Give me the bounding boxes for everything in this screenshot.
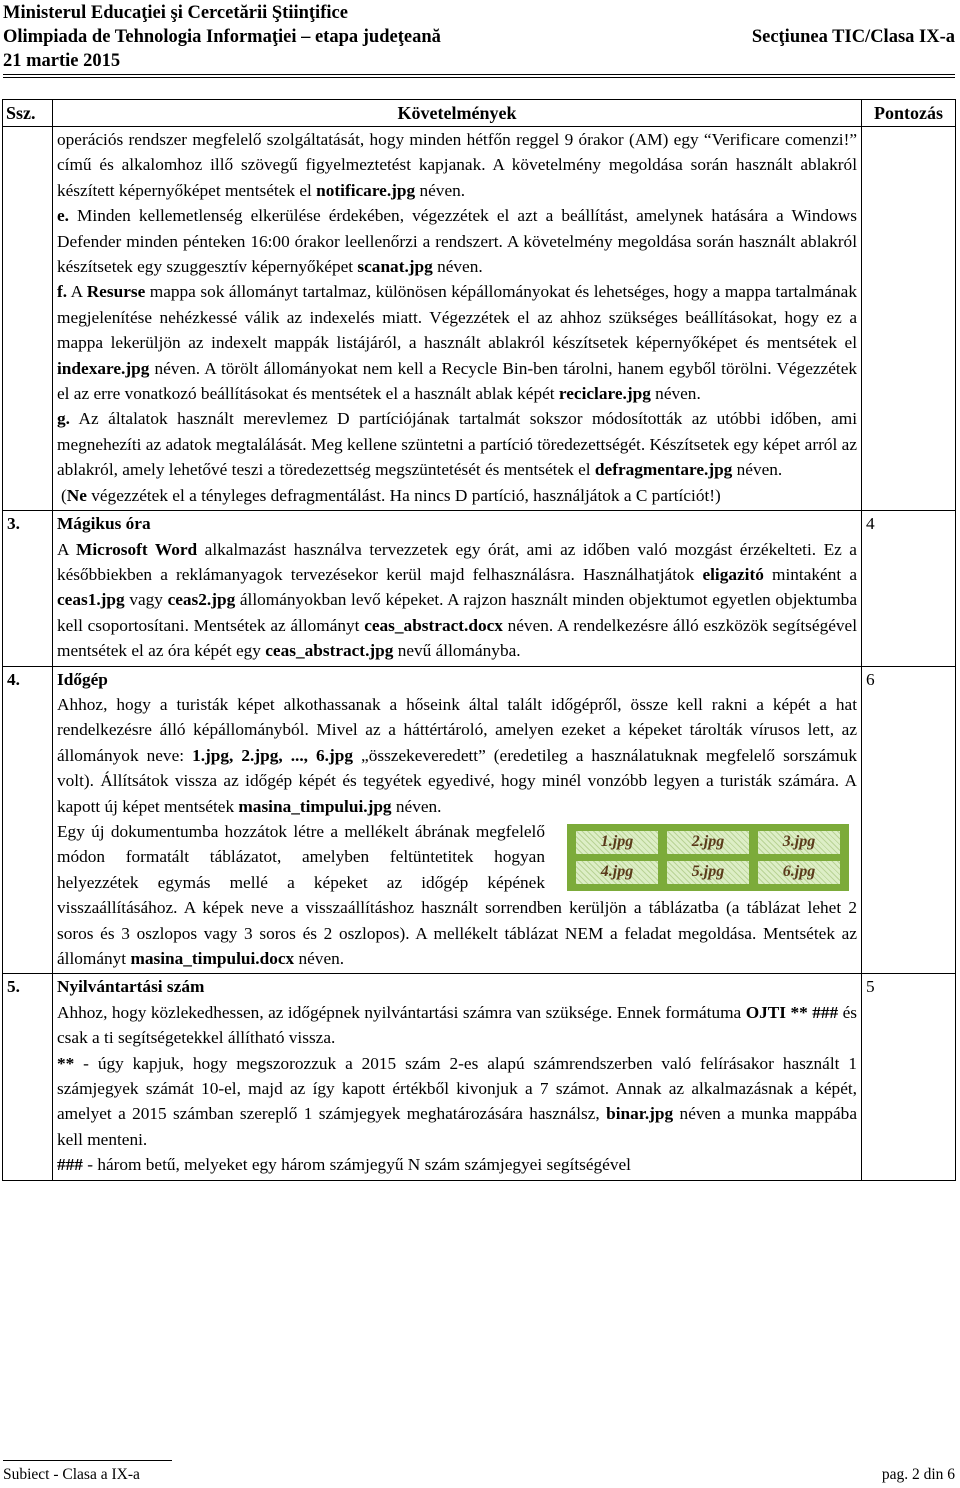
- table-row-task-5: [3, 974, 956, 1180]
- paragraph-note: (Ne végezzétek el a tényleges defragmentálást. Ha nincs D partíció, használjátok a C partíciót!): [61, 485, 721, 505]
- paragraph-d-continued: operációs rendszer megfelelő szolgáltatását, hogy minden hétfőn reggel 9 órakor (AM) egy “Verificare comenzi!” című és alkalomhoz illő szövegű figyelmeztetést kapjanak. A követelmény megoldása során használt ablakról készített képernyőképet mentsétek el notificare.jpg néven.: [57, 130, 857, 200]
- task-number: 5.: [3, 974, 53, 1180]
- filename: reciclare.jpg: [558, 384, 651, 404]
- requirements-cell: [53, 666, 862, 974]
- image-order-row: [576, 861, 840, 884]
- task-number: 4.: [3, 666, 53, 974]
- filename: scanat.jpg: [357, 257, 433, 277]
- footer-page-number: pag. 2 din 6: [881, 1466, 955, 1483]
- column-header-requirements: Követelmények: [53, 100, 862, 127]
- task-table-text: Egy új dokumentumba hozzátok létre a mellékelt ábrának megfelelő módon formatált táblázatot, amelyben feltüntetitek hogyan helyezzétek egymás mellé a képeket az időgép képének visszaállításához. A képek neve a visszaállításhoz használt sorrendben kerüljön a táblázatba (a táblázat lehet 2 soros és 3 oszlopos vagy 3 soros és 2 oszlopos). A mellékelt táblázat NEM a feladat megoldása. Mentsétek az állományt masina_timpului.docx néven.: [57, 821, 857, 968]
- task-description: Ahhoz, hogy közlekedhessen, az időgépnek nyilvántartási számra van szüksége. Ennek formátuma OJTI ** ### és csak a ti segítségetekkel állítható vissza.: [57, 1002, 857, 1048]
- task-title: Időgép: [57, 669, 108, 689]
- footer-rule: [3, 1460, 172, 1461]
- task-rule-hashes: ### - három betű, melyeket egy három számjegyű N szám számjegyei segítségével: [57, 1155, 631, 1175]
- image-cell: 2.jpg: [667, 831, 749, 854]
- image-cell: 1.jpg: [576, 831, 658, 854]
- filename: ceas2.jpg: [167, 590, 236, 610]
- footer-subject: Subiect - Clasa a IX-a: [3, 1466, 140, 1483]
- task-rule-stars: ** - úgy kapjuk, hogy megszorozzuk a 2015 szám 2-es alapú számrendszerben való felírásakor használt 1 számjegyek számát 10-el, majd az így kapott értékből kivonjuk a 7 számot. Annak az alkalmazásnak a képét, amelyet a 2015 számban szereplő 1 számjegyek meghatározására használsz, binar.jpg néven a munka mappába kell menteni.: [57, 1053, 857, 1149]
- folder-name: Resurse: [86, 282, 146, 302]
- filename: defragmentare.jpg: [594, 460, 733, 480]
- plate-format: OJTI ** ###: [745, 1002, 839, 1022]
- image-cell: 5.jpg: [667, 861, 749, 884]
- points-cell: [862, 127, 956, 511]
- paragraph-e: e. Minden kellemetlenség elkerülése érdekében, végezzétek el azt a beállítást, amelynek hatására a Windows Defender minden pénteken 16:00 órakor leellenőrzi a rendszert. A követelmény megoldása során használt ablakról készítsetek egy szuggesztív képernyőképet scanat.jpg néven.: [57, 206, 857, 277]
- filename: binar.jpg: [606, 1104, 674, 1124]
- task-table-instructions: [57, 819, 857, 973]
- header-rule: [3, 74, 955, 75]
- table-row-continuation: [3, 127, 956, 511]
- image-order-table: [567, 824, 849, 891]
- filename: ceas_abstract.docx: [364, 615, 503, 635]
- task-description: A Microsoft Word alkalmazást használva tervezzetek egy órát, ami az időben való mozgást érzékelteti. Ez a későbbiekben a reklámanyagok tervezésekor kerül majd felhasználásra. Használhatjátok eligazitó mintaként a ceas1.jpg vagy ceas2.jpg állományokban levő képeket. A rajzon használt minden objektumot egyetlen objektumba kell csoportosítani. Mentsétek az állományt ceas_abstract.docx néven. A rendelkezésre álló eszközök segítségével mentsétek el az óra képét egy ceas_abstract.jpg nevű állományba.: [57, 539, 857, 661]
- header-olympiad: Olimpiada de Tehnologia Informaţiei – etapa judeţeană: [3, 27, 441, 47]
- column-header-points: Pontozás: [862, 100, 956, 127]
- header-ministry: Ministerul Educaţiei şi Cercetării Ştiinţifice: [3, 3, 348, 23]
- header-rule-2: [3, 77, 955, 78]
- image-cell: 4.jpg: [576, 861, 658, 884]
- table-header-row: [3, 100, 956, 127]
- task-title: Nyilvántartási szám: [57, 977, 205, 997]
- table-row-task-3: [3, 511, 956, 666]
- filename: masina_timpului.docx: [130, 949, 295, 968]
- image-order-row: [576, 831, 840, 854]
- task-points: 5: [862, 974, 956, 1180]
- filename: indexare.jpg: [57, 358, 150, 378]
- table-row-task-4: [3, 666, 956, 974]
- header-date: 21 martie 2015: [3, 51, 121, 71]
- task-description: Ahhoz, hogy a turisták képet alkothassanak a hőseink által talált időgépről, össze kell rakni a képét a hat rendelkezésre álló képállományból. Mivel az a háttértároló, amelyen ezeket a képeket tárolták vírusos lett, az állományok neve: 1.jpg, 2.jpg, ..., 6.jpg „összekeveredett” (eredetileg a használatuknak megfelelő sorszámuk volt). Állítsátok vissza az időgép képét és tegyétek egyedivé, hogy minél vonzóbb legyen a turisták számára. A kapott új képet mentsétek masina_timpului.jpg néven.: [57, 694, 857, 816]
- requirements-cell: [53, 127, 862, 511]
- image-cell: 6.jpg: [758, 861, 840, 884]
- task-points: 6: [862, 666, 956, 974]
- filename: 1.jpg, 2.jpg, ..., 6.jpg: [192, 745, 353, 765]
- task-title: Mágikus óra: [57, 514, 151, 534]
- image-cell: 3.jpg: [758, 831, 840, 854]
- header-section: Secţiunea TIC/Clasa IX-a: [751, 27, 955, 47]
- task-points: 4: [862, 511, 956, 666]
- row-number-cell: [3, 127, 53, 511]
- column-header-ssz: Ssz.: [3, 100, 53, 127]
- filename: masina_timpului.jpg: [238, 796, 392, 816]
- requirements-cell: [53, 511, 862, 666]
- filename: notificare.jpg: [316, 180, 416, 200]
- requirements-cell: [53, 974, 862, 1180]
- paragraph-g: g. Az általatok használt merevlemez D partíciójának tartalmát sokszor módosították az utóbbi időben, ami megnehezíti az adatok megtalálását. Meg kellene szüntetni a partíció töredezettségét. Készítsetek egy képet arról az ablakról, amely lehetővé teszi a töredezettség megszüntetését és mentsétek el defragmentare.jpg néven.: [57, 409, 857, 480]
- filename: ceas_abstract.jpg: [265, 641, 394, 661]
- requirements-table: [2, 99, 956, 1181]
- paragraph-f: f. A Resurse mappa sok állományt tartalmaz, különösen képállományokat és lehetséges, hogy a mappa tartalmának megjelenítése nehézkessé válik az indexelés miatt. Végezzétek el az ahhoz szükséges beállításokat, hogy ez a mappa lekerüljön az indexelt mappák listájáról, a használt ablakról készítsetek képernyőképet és mentsétek el indexare.jpg néven. A törölt állományokat nem kell a Recycle Bin-ben tárolni, hanem egyből törölni. Végezzétek el az erre vonatkozó beállításokat és mentsétek el a használt ablak képét reciclare.jpg néven.: [57, 282, 857, 404]
- filename: ceas1.jpg: [57, 590, 125, 610]
- task-number: 3.: [3, 511, 53, 666]
